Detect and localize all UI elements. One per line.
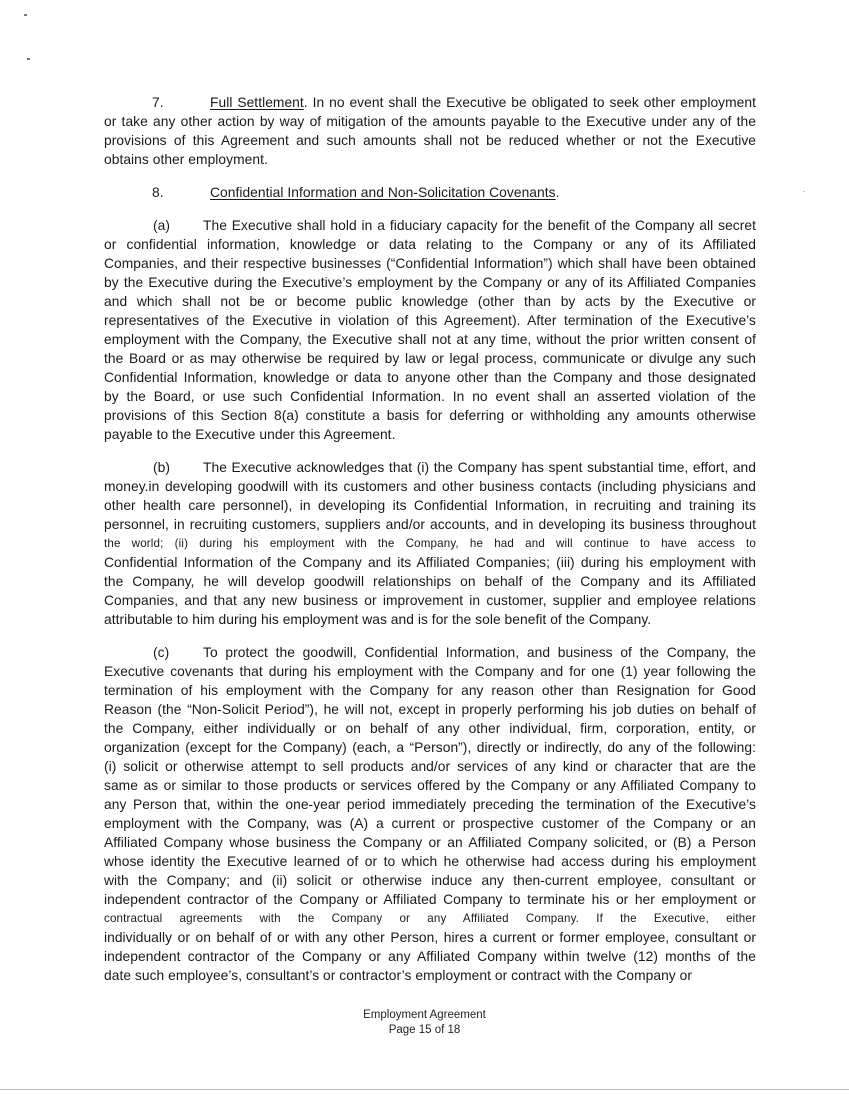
paragraph-line: by the Executive during the Executive’s employment by the Company or any of its Affiliated Companies — [104, 275, 756, 290]
paragraph-line: the Company, he will develop goodwill relationships on behalf of the Company and its Affiliated — [104, 574, 756, 589]
paragraph-line: money.in developing goodwill with its customers and other business contacts (including physicians and — [104, 479, 756, 494]
paragraph-line: or take any other action by way of mitigation of the amounts payable to the Executive under any of the — [104, 114, 756, 129]
page-number: Page 15 of 18 — [388, 1024, 461, 1036]
paragraph-line: independent contractor of the Company or Affiliated Company to terminate his or her employment or — [104, 892, 756, 907]
subsection-label: (a) — [153, 218, 171, 233]
paragraph-line: same as or similar to those products or services offered by the Company or any Affiliated Company to — [104, 778, 756, 793]
paragraph-line: independent contractor of the Company or any Affiliated Company within twelve (12) months of the — [104, 949, 756, 964]
paragraph-line: attributable to him during his employment was and is for the sole benefit of the Company. — [104, 612, 652, 627]
footer-title: Employment Agreement — [363, 1009, 486, 1021]
paragraph-line: payable to the Executive under this Agreement. — [104, 427, 396, 442]
subsection-c — [104, 643, 756, 985]
section-heading: Confidential Information and Non-Solicitation Covenants — [210, 185, 556, 200]
paragraph-line: representatives of the Executive in violation of this Agreement). After termination of the Executive’s — [104, 313, 756, 328]
paragraph-line: the world; (ii) during his employment with the Company, he had and will continue to have access to — [104, 537, 756, 550]
paragraph-text: The Executive acknowledges that (i) the Company has spent substantial time, effort, and — [203, 460, 756, 475]
subsection-a-line-1 — [104, 216, 756, 235]
paragraph-line: and which shall not be or become public knowledge (other than by acts by the Executive or — [104, 294, 756, 309]
paragraph-line: whose identity the Executive learned of or to which he otherwise had access during his employment — [104, 854, 756, 869]
paragraph-line: termination of his employment with the Company for any reason other than Resignation for Good — [104, 683, 756, 698]
section-number: 7. — [152, 95, 164, 110]
subsection-label: (c) — [153, 645, 170, 660]
paragraph-line: or confidential information, knowledge or data relating to the Company or any of its Affiliated — [104, 237, 756, 252]
paragraph-line: (i) solicit or otherwise attempt to sell products and/or services of any kind or character that are the — [104, 759, 756, 774]
paragraph-line: contractual agreements with the Company or any Affiliated Company. If the Executive, either — [104, 912, 756, 925]
subsection-c-line-1 — [104, 643, 756, 662]
paragraph-line: obtains other employment. — [104, 152, 268, 167]
subsection-label: (b) — [153, 460, 171, 475]
paragraph-line: Executive covenants that during his employment with the Company and for one (1) year following the — [104, 664, 756, 679]
paragraph-line: the Company, either individually or on behalf of any other individual, firm, corporation, entity, or — [104, 721, 756, 736]
paragraph-line: provisions of this Section 8(a) constitute a basis for deferring or withholding any amounts otherwise — [104, 408, 756, 423]
paragraph-text: To protect the goodwill, Confidential Information, and business of the Company, the — [203, 645, 756, 660]
document-body — [104, 93, 756, 985]
paragraph-line: any Person that, within the one-year period immediately preceding the termination of the Executive’s — [104, 797, 756, 812]
paragraph-line: employment with the Company, the Executive shall not at any time, without the prior written consent of — [104, 332, 756, 347]
paragraph-line: employment with the Company, was (A) a current or prospective customer of the Company or an — [104, 816, 756, 831]
paragraph-line: by the Board, or use such Confidential Information. In no event shall an asserted violation of the — [104, 389, 756, 404]
paragraph-line: the Board or as may otherwise be required by law or legal process, communicate or divulge any such — [104, 351, 756, 366]
section-number: 8. — [152, 185, 164, 200]
paragraph-line: Confidential Information of the Company and its Affiliated Companies; (iii) during his employment with — [104, 555, 756, 570]
subsection-b-line-1 — [104, 458, 756, 477]
paragraph-line: personnel, in recruiting customers, suppliers and/or accounts, and in developing its business throughout — [104, 517, 756, 532]
paragraph-line: date such employee’s, consultant’s or contractor’s employment or contract with the Company or — [104, 968, 692, 983]
scan-mark — [27, 58, 30, 60]
paragraph-line: Confidential Information, knowledge or data to anyone other than the Company and those designated — [104, 370, 756, 385]
paragraph-line: provisions of this Agreement and such amounts shall not be reduced whether or not the Executive — [104, 133, 756, 148]
paragraph-line: with the Company; and (ii) solicit or otherwise induce any then-current employee, consultant or — [104, 873, 756, 888]
paragraph-line: individually or on behalf of or with any other Person, hires a current or former employee, consultant or — [104, 930, 756, 945]
paragraph-text: In no event shall the Executive be obligated to seek other employment — [312, 95, 756, 110]
section-7-line-1: 7. Full Settlement. In no event shall the Executive be obligated to seek other employment — [104, 93, 756, 112]
page-bottom-rule — [0, 1089, 849, 1090]
section-7 — [104, 93, 756, 169]
scan-mark — [24, 14, 27, 16]
paragraph-line: Affiliated Company whose business the Company or an Affiliated Company solicited, or (B) a Person — [104, 835, 756, 850]
subsection-a — [104, 216, 756, 444]
scan-speck — [803, 191, 805, 192]
section-8-heading: 8. Confidential Information and Non-Solicitation Covenants. — [104, 183, 756, 202]
subsection-b — [104, 458, 756, 629]
paragraph-line: Reason (the “Non-Solicit Period”), he will not, except in properly performing his job duties on behalf of — [104, 702, 756, 717]
paragraph-text: The Executive shall hold in a fiduciary capacity for the benefit of the Company all secret — [203, 218, 756, 233]
section-heading: Full Settlement — [210, 95, 304, 110]
paragraph-line: other health care personnel), in developing its Confidential Information, in recruiting and training its — [104, 498, 756, 513]
paragraph-line: organization (except for the Company) (each, a “Person”), directly or indirectly, do any of the following: — [104, 740, 756, 755]
paragraph-line: Companies, and that any new business or improvement in customer, supplier and employee relations — [104, 593, 756, 608]
paragraph-line: Companies, and their respective businesses (“Confidential Information”) which shall have been obtained — [104, 256, 756, 271]
